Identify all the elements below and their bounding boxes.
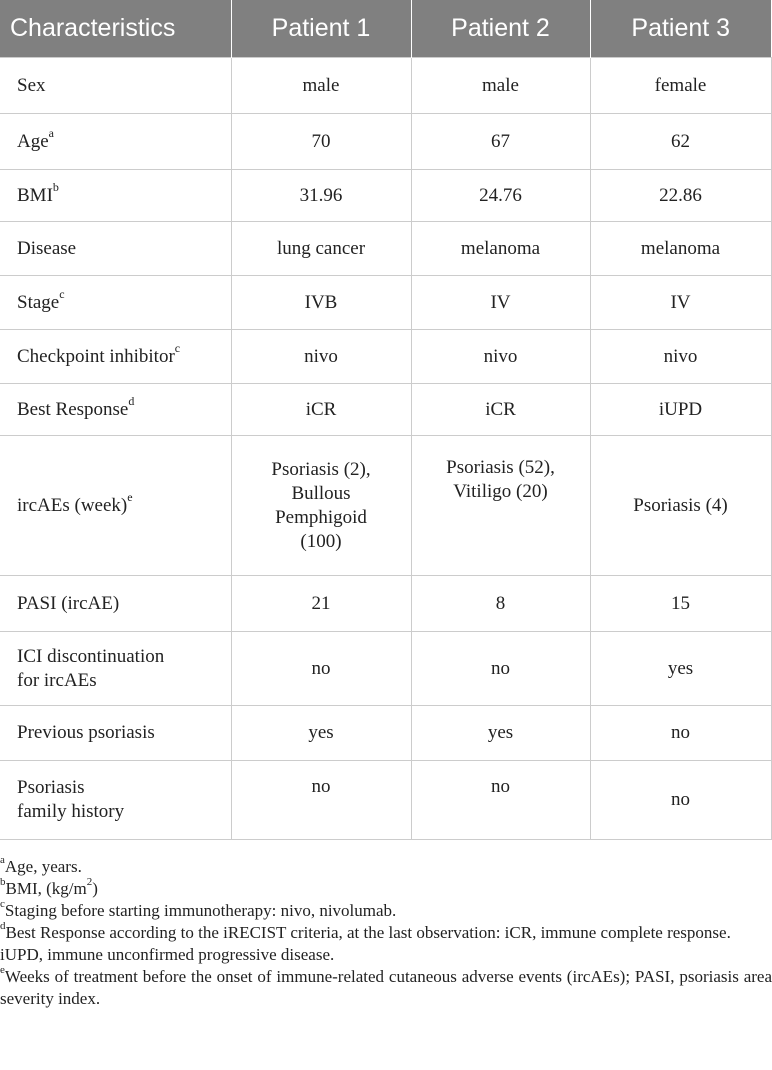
- cell-patient-1: nivo: [231, 330, 411, 384]
- cell-patient-3: female: [590, 58, 771, 114]
- table-row: [0, 706, 771, 761]
- cell-patient-3: no: [590, 761, 771, 840]
- row-label: PASI (ircAE): [0, 576, 231, 632]
- table-row: [0, 632, 771, 706]
- table-row: [0, 114, 771, 170]
- table-row: [0, 222, 771, 276]
- table-row: [0, 58, 771, 114]
- label-line: family history: [17, 801, 125, 822]
- label-line: for ircAEs: [17, 669, 97, 691]
- label-line: ICI discontinuation: [17, 645, 165, 667]
- table-row: [0, 761, 771, 840]
- cell-patient-3: IV: [590, 276, 771, 330]
- row-label: Disease: [0, 222, 231, 276]
- footnote-a: $^a$Age, years.: [0, 854, 82, 876]
- cell-patient-3: no: [590, 706, 771, 761]
- cell-patient-2: 8: [411, 576, 590, 632]
- cell-patient-1: no: [231, 761, 411, 840]
- footnote-c: $^c$Staging before starting immunotherapy: nivo, nivolumab.: [0, 898, 397, 920]
- cell-patient-2: 67: [411, 114, 590, 170]
- cell-patient-3: yes: [590, 632, 771, 706]
- row-label: [0, 632, 231, 706]
- row-label: Previous psoriasis: [0, 706, 231, 761]
- footnote-mark: b: [52, 180, 59, 195]
- cell-line: Psoriasis (2),: [271, 458, 371, 480]
- cell-patient-2: melanoma: [411, 222, 590, 276]
- row-label: Sex: [0, 58, 231, 114]
- table-row: [0, 330, 771, 384]
- table-row: [0, 436, 771, 576]
- header-row: [0, 0, 771, 58]
- cell-patient-1: male: [231, 58, 411, 114]
- cell-patient-3: 62: [590, 114, 771, 170]
- table-row: [0, 276, 771, 330]
- cell-patient-1: no: [231, 632, 411, 706]
- footnote-mark: c: [174, 341, 181, 356]
- cell-patient-3: iUPD: [590, 384, 771, 436]
- cell-patient-2: male: [411, 58, 590, 114]
- cell-patient-1: lung cancer: [231, 222, 411, 276]
- table-row: [0, 384, 771, 436]
- cell-patient-3: 22.86: [590, 170, 771, 222]
- header-patient-3: Patient 3: [590, 0, 771, 58]
- cell-patient-1: 70: [231, 114, 411, 170]
- row-label: Best Response$^d$: [0, 384, 231, 436]
- cell-patient-1: iCR: [231, 384, 411, 436]
- row-label: Checkpoint inhibitor$^c$: [0, 330, 231, 384]
- footnote-mark: e: [127, 490, 133, 505]
- cell-patient-2: no: [411, 632, 590, 706]
- cell-patient-3: Psoriasis (4): [590, 436, 771, 576]
- footnote-mark: c: [59, 287, 65, 302]
- cell-line: Psoriasis (52),: [446, 457, 555, 478]
- cell-line: Bullous: [291, 482, 351, 504]
- row-label: ircAEs (week)$^e$: [0, 436, 231, 576]
- cell-patient-1: [231, 436, 411, 576]
- cell-patient-2: iCR: [411, 384, 590, 436]
- cell-patient-1: IVB: [231, 276, 411, 330]
- cell-patient-2: IV: [411, 276, 590, 330]
- footnote-mark: d: [128, 394, 135, 409]
- header-patient-2: Patient 2: [411, 0, 590, 58]
- cell-line: (100): [300, 530, 342, 552]
- cell-patient-3: melanoma: [590, 222, 771, 276]
- footnote-d: $^d$Best Response according to the iRECIST criteria, at the last observation: iCR, immune complete response.: [0, 920, 731, 942]
- cell-patient-2: [411, 436, 590, 576]
- table-row: [0, 170, 771, 222]
- cell-patient-1: 21: [231, 576, 411, 632]
- row-label: Age$^a$: [0, 114, 231, 170]
- footnote-e: $^e$Weeks of treatment before the onset of immune-related cutaneous adverse events (ircAEs); PASI, psoriasis area severity index.: [0, 964, 772, 1008]
- footnote-mark: a: [48, 126, 54, 141]
- footnote-iupd: iUPD, immune unconfirmed progressive disease.: [0, 945, 335, 964]
- row-label: BMI$^b$: [0, 170, 231, 222]
- footnote-b: $^b$BMI, $(kg/m^2)$: [0, 876, 98, 898]
- label-line: Psoriasis: [17, 777, 85, 798]
- header-characteristics: Characteristics: [0, 0, 231, 58]
- cell-patient-2: no: [411, 761, 590, 840]
- table-footnotes: [0, 856, 772, 1010]
- cell-patient-1: 31.96: [231, 170, 411, 222]
- cell-patient-3: 15: [590, 576, 771, 632]
- cell-patient-1: yes: [231, 706, 411, 761]
- cell-line: Pemphigoid: [275, 506, 367, 528]
- header-patient-1: Patient 1: [231, 0, 411, 58]
- cell-patient-2: 24.76: [411, 170, 590, 222]
- cell-line: Vitiligo (20): [453, 481, 548, 502]
- row-label: [0, 761, 231, 840]
- cell-patient-2: yes: [411, 706, 590, 761]
- cell-patient-3: nivo: [590, 330, 771, 384]
- cell-patient-2: nivo: [411, 330, 590, 384]
- row-label: Stage$^c$: [0, 276, 231, 330]
- table-row: [0, 576, 771, 632]
